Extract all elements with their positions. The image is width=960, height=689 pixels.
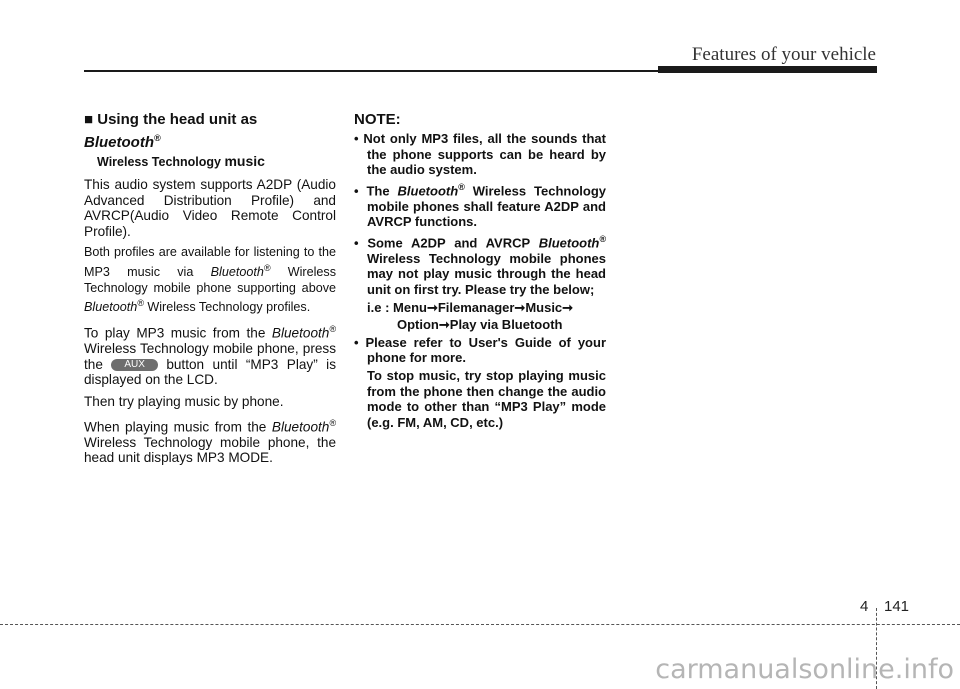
note-item-first-try	[354, 232, 606, 298]
p3-bluetooth: Bluetooth	[271, 325, 330, 341]
p3-text-a: To play MP3 music from the	[84, 325, 266, 341]
note-item-sounds: • Not only MP3 files, all the sounds that the phone supports can be heard by the audio system.	[354, 131, 606, 178]
registered-mark: ®	[458, 181, 465, 192]
n3-text-a: • Some A2DP and AVRCP	[354, 235, 530, 251]
note-menu-path-2: Option➞Play via Bluetooth	[397, 317, 563, 333]
page-number: 141	[884, 598, 910, 615]
section-subheading	[97, 152, 336, 171]
p2-text-b: Wireless Technology mobile phone supporting above	[84, 265, 337, 295]
note-menu-path: i.e : Menu➞Filemanager➞Music➞	[367, 299, 574, 315]
watermark: carmanualsonline.info	[655, 654, 954, 685]
note-item-a2dp	[354, 180, 606, 230]
paragraph-a2dp: This audio system supports A2DP (Audio Advanced Distribution Profile) and AVRCP(Audio Video Remote Control Profile).	[84, 177, 336, 239]
p3-text-b: Wireless Technology mobile phone, press the	[84, 341, 336, 372]
note-title: NOTE:	[354, 111, 401, 128]
note-item-guide: • Please refer to User's Guide of your phone for more.	[354, 334, 606, 366]
chapter-number: 4	[860, 598, 869, 615]
right-column	[354, 111, 606, 432]
header-rule-bold	[658, 66, 877, 73]
p2-text-c: Wireless Technology profiles.	[147, 300, 311, 315]
p3-text-c: button until “MP3 Play” is displayed on the LCD.	[84, 356, 336, 388]
registered-mark: ®	[599, 233, 606, 244]
paragraph-try-playing: Then try playing music by phone.	[84, 394, 284, 410]
p2-text-a: Both profiles are available for listening to the MP3 music via	[84, 245, 336, 280]
p5-text-a: When playing music from the	[84, 419, 267, 435]
section-heading	[84, 111, 336, 152]
subheading-text: Wireless Technology	[97, 155, 221, 169]
header-rule	[84, 70, 660, 72]
registered-mark: ®	[153, 133, 161, 143]
registered-mark: ®	[137, 298, 144, 309]
note-stop-music: To stop music, try stop playing music from the phone then change the audio mode to other than “MP3 Play” mode (e.g. FM, AM, CD, etc.)	[367, 367, 606, 430]
p2-bluetooth-2: Bluetooth	[84, 300, 138, 315]
registered-mark: ®	[329, 417, 336, 428]
square-bullet-icon: ■	[84, 111, 94, 128]
p5-text-b: Wireless Technology mobile phone, the head unit displays MP3 MODE.	[84, 434, 336, 466]
paragraph-mp3-mode	[84, 416, 336, 466]
heading-text: Using the head unit as	[97, 111, 258, 128]
n2-text-a: • The	[354, 183, 390, 199]
n2-bluetooth: Bluetooth	[397, 183, 459, 199]
footer-dashed-rule	[0, 624, 960, 625]
n3-text-b: Wireless Technology mobile phones may not play music through the head unit on first try. Please try the below;	[367, 250, 606, 297]
p2-bluetooth: Bluetooth	[210, 265, 264, 280]
subheading-music: music	[224, 153, 265, 169]
heading-bluetooth: Bluetooth	[84, 134, 154, 151]
page-header-title: Features of your vehicle	[691, 44, 876, 65]
n3-bluetooth: Bluetooth	[538, 235, 600, 251]
registered-mark: ®	[263, 262, 271, 273]
p5-bluetooth: Bluetooth	[271, 419, 330, 435]
n2-text-b: Wireless Technology mobile phones shall feature A2DP and AVRCP functions.	[367, 183, 606, 230]
left-column	[84, 111, 336, 472]
paragraph-profiles	[84, 245, 336, 316]
registered-mark: ®	[329, 324, 336, 335]
paragraph-play-mp3	[84, 322, 336, 388]
aux-button: AUX	[111, 359, 158, 371]
